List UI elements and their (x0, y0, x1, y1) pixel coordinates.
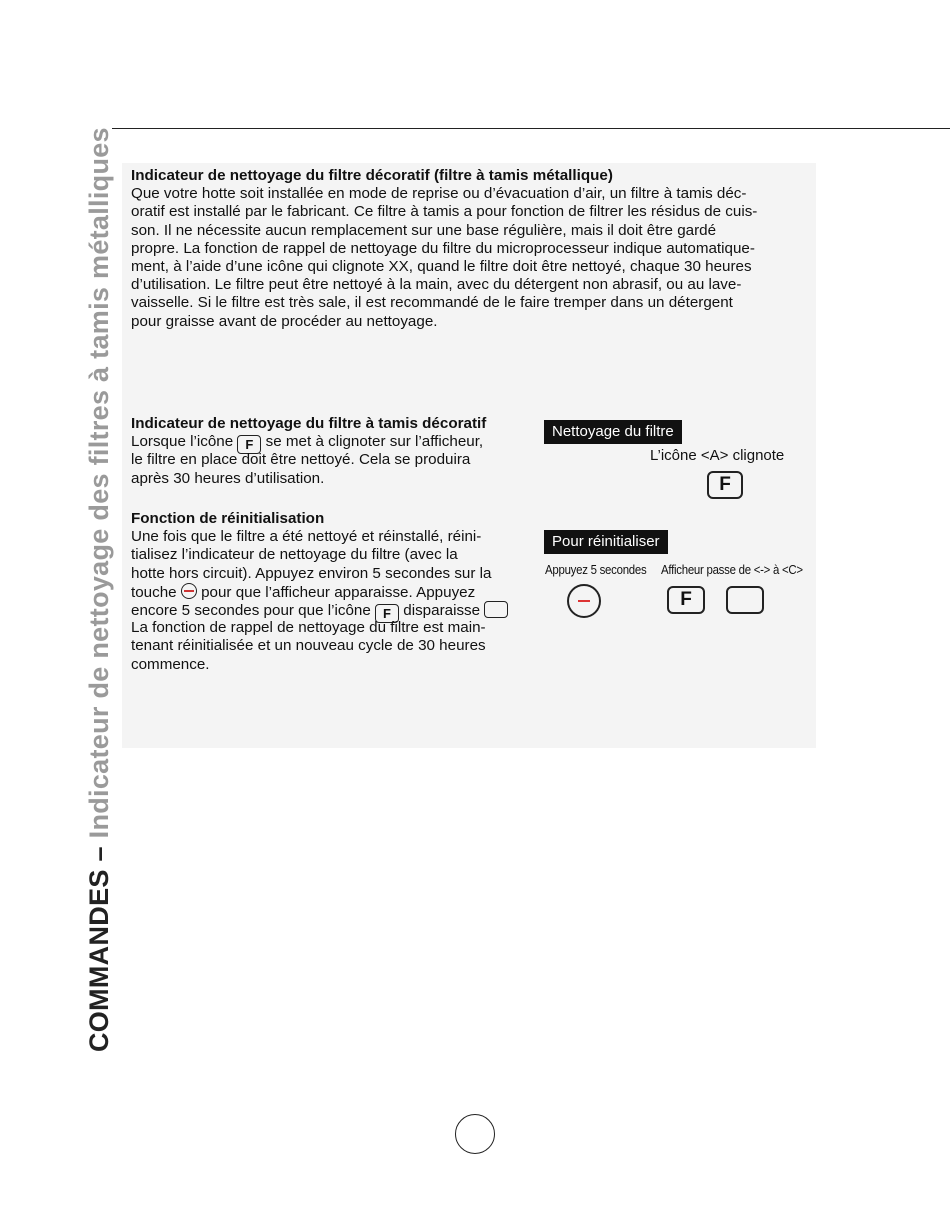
section3-line (131, 583, 508, 601)
section2-line: le filtre en place doit être nettoyé. Cela se produira (131, 451, 471, 469)
section-indicator (131, 415, 486, 488)
minus-button-icon (181, 583, 197, 599)
section1-line: Que votre hotte soit installée en mode de reprise ou d’évacuation d’air, un filtre à tamis déc- (131, 185, 747, 203)
section1-line: oratif est installé par le fabricant. Ce filtre à tamis a pour fonction de filtrer les résidus de cuis- (131, 203, 758, 221)
section2-line1-pre: Lorsque l’icône (131, 433, 234, 451)
icon-blinks-caption: L’icône <A> clignote (650, 447, 785, 464)
filter-icon: F (237, 435, 261, 454)
section2-line (131, 433, 486, 451)
section2-heading: Indicateur de nettoyage du filtre à tamis décoratif (131, 415, 487, 432)
press-caption: Appuyez 5 secondes (545, 562, 647, 577)
section1-line: ment, à l’aide d’une icône qui clignote XX, quand le filtre doit être nettoyé, chaque 30 heures (131, 257, 752, 275)
section3-line: tenant réinitialisée et un nouveau cycle de 30 heures (131, 637, 486, 655)
section3-line: commence. (131, 655, 210, 673)
section-filter-cleaning (131, 167, 757, 331)
page-number-circle (455, 1114, 495, 1154)
section3-line: hotte hors circuit). Appuyez environ 5 secondes sur la (131, 564, 492, 582)
section3-line: tialisez l’indicateur de nettoyage du filtre (avec la (131, 546, 458, 564)
section3-line (131, 601, 508, 619)
section3-line4-pre: touche (131, 583, 177, 601)
side-title-strong: COMMANDES – (84, 846, 114, 1052)
reset-label: Pour réinitialiser (544, 530, 668, 554)
section3-line: La fonction de rappel de nettoyage du filtre est main- (131, 619, 486, 637)
filter-display-icon: F (667, 586, 705, 614)
section1-line: propre. La fonction de rappel de nettoyage du filtre du microprocesseur indique automatique- (131, 239, 755, 257)
section1-line: pour graisse avant de procéder au nettoyage. (131, 312, 438, 330)
side-title (84, 127, 115, 1052)
section1-heading: Indicateur de nettoyage du filtre décoratif (filtre à tamis métallique) (131, 167, 613, 184)
minus-button-icon (567, 584, 601, 618)
blinking-filter-icon: F (707, 471, 743, 499)
section2-line1-post: se met à clignoter sur l’afficheur, (265, 433, 484, 451)
empty-display-icon (484, 601, 508, 618)
section3-line5-pre: encore 5 secondes pour que l’icône (131, 601, 371, 619)
header-rule (112, 128, 950, 129)
section1-line: son. Il ne nécessite aucun remplacement sur une base régulière, mais il doit être gardé (131, 221, 717, 239)
section3-line5-post: disparaisse (403, 601, 481, 619)
section3-heading: Fonction de réinitialisation (131, 510, 325, 527)
display-change-caption: Afficheur passe de <-> à <C> (661, 562, 803, 577)
section3-line4-post: pour que l’afficheur apparaisse. Appuyez (201, 583, 476, 601)
side-title-light: Indicateur de nettoyage des filtres à tamis métalliques (84, 127, 114, 839)
filter-cleaning-label: Nettoyage du filtre (544, 420, 682, 444)
empty-display-icon (726, 586, 764, 614)
filter-icon: F (375, 604, 399, 623)
section3-line: Une fois que le filtre a été nettoyé et réinstallé, réini- (131, 528, 482, 546)
section1-line: vaisselle. Si le filtre est très sale, il est recommandé de le faire tremper dans un détergent (131, 294, 733, 312)
section1-line: d’utilisation. Le filtre peut être nettoyé à la main, avec du détergent non abrasif, ou au lave- (131, 276, 742, 294)
section2-line: après 30 heures d’utilisation. (131, 469, 325, 487)
section-reset (131, 510, 508, 674)
